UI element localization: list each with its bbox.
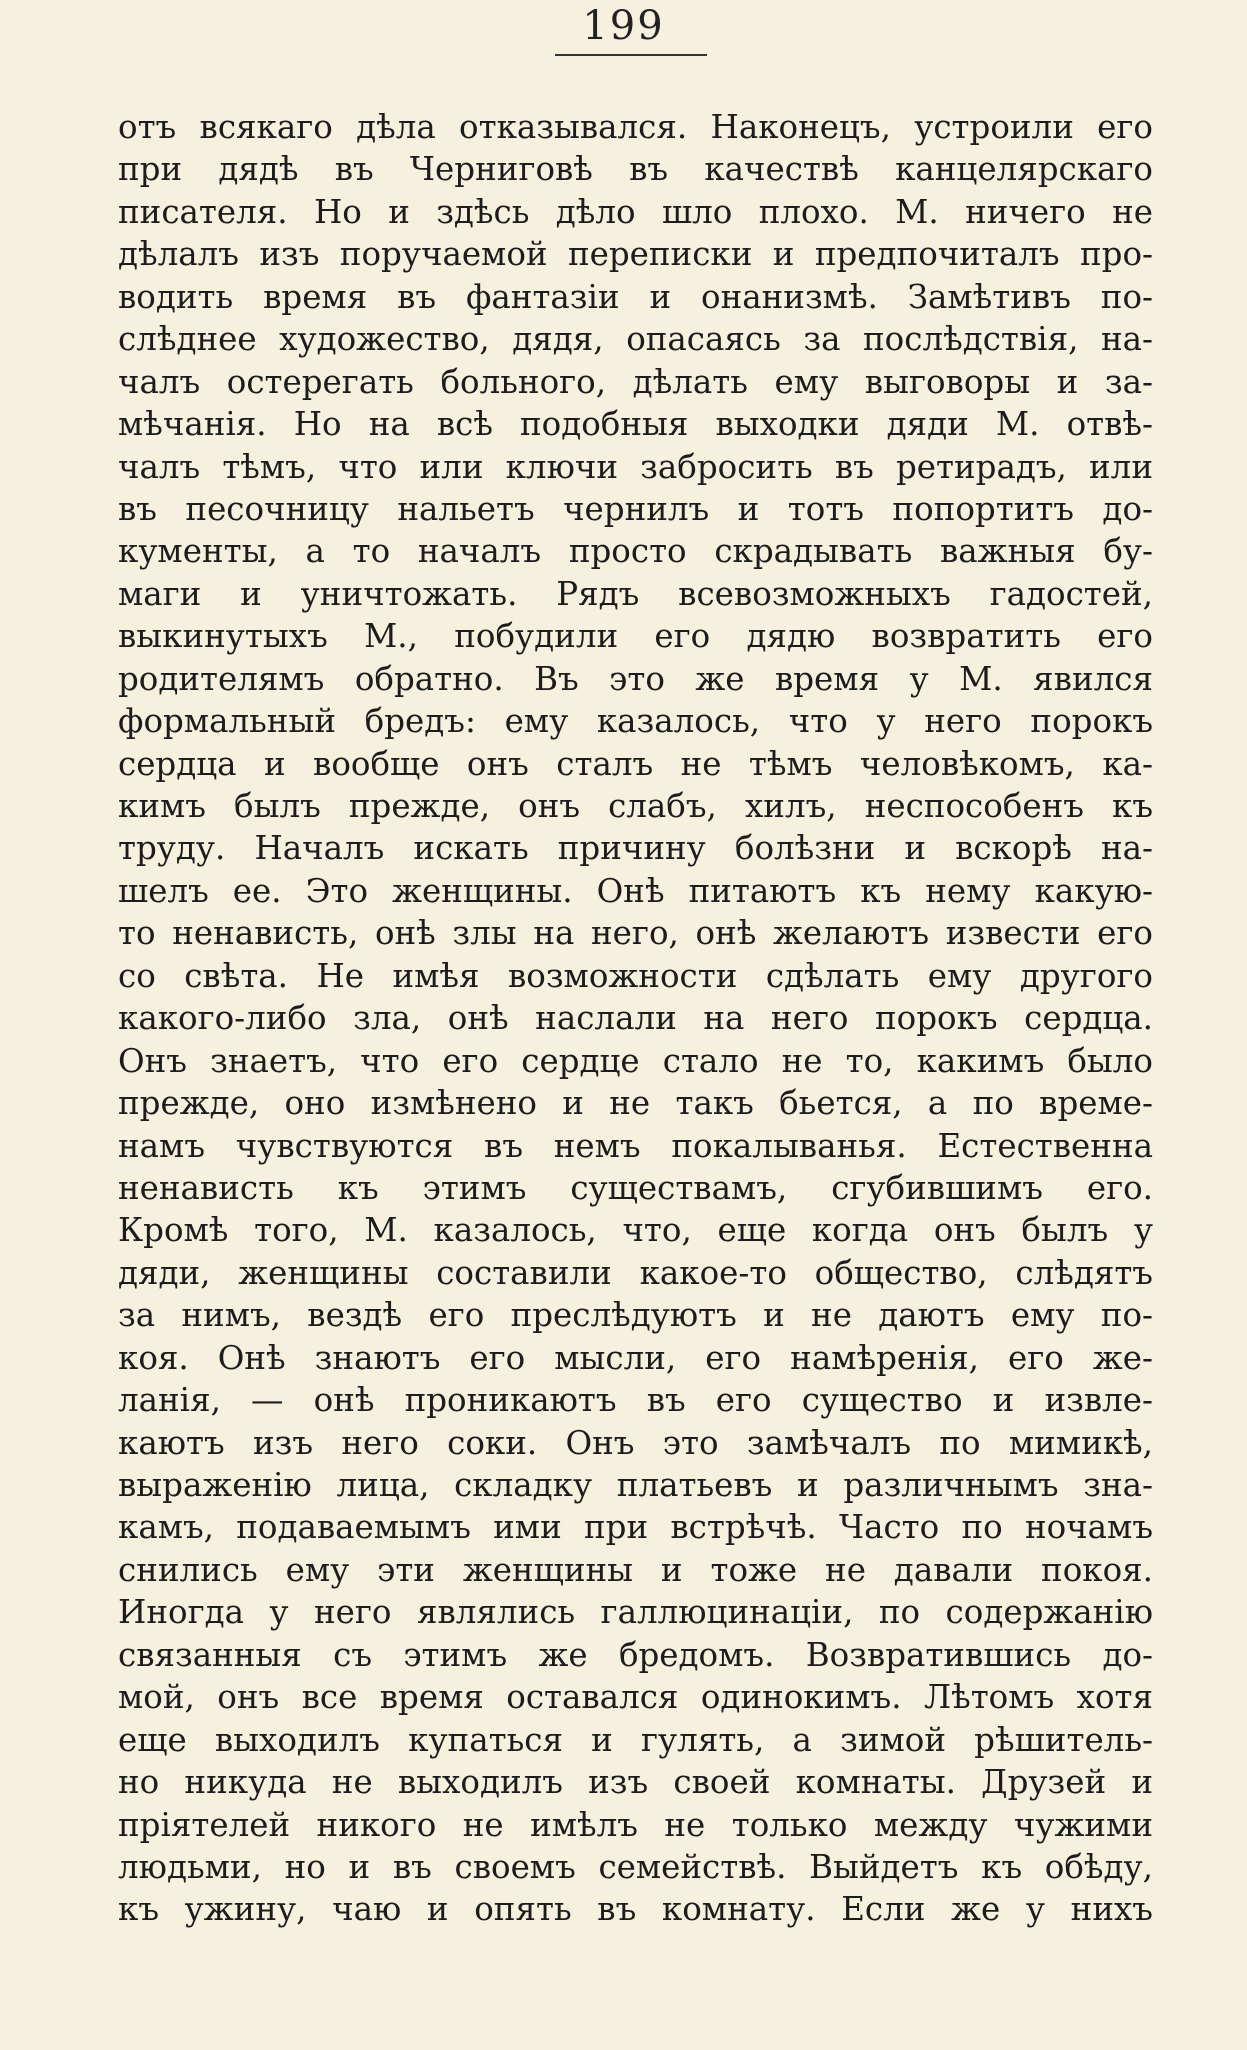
- text-line: но никуда не выходилъ изъ своей комнаты. Друзей и: [118, 1763, 1153, 1802]
- text-line: со свѣта. Не имѣя возможности сдѣлать ему другого: [118, 956, 1153, 995]
- text-line: слѣднее художество, дядя, опасаясь за послѣдствія, на-: [118, 320, 1153, 359]
- text-line: труду. Началъ искать причину болѣзни и вскорѣ на-: [118, 829, 1153, 868]
- text-line: коя. Онѣ знаютъ его мысли, его намѣренія, его же-: [118, 1338, 1153, 1377]
- text-line: ненависть къ этимъ существамъ, сгубившимъ его.: [118, 1168, 1153, 1207]
- text-line: мѣчанія. Но на всѣ подобныя выходки дяди М. отвѣ-: [118, 405, 1153, 444]
- text-line: Кромѣ того, М. казалось, что, еще когда онъ былъ у: [118, 1211, 1153, 1250]
- text-line: чалъ остерегать больного, дѣлать ему выговоры и за-: [118, 362, 1153, 401]
- text-line: писателя. Но и здѣсь дѣло шло плохо. М. ничего не: [118, 192, 1153, 231]
- text-line: отъ всякаго дѣла отказывался. Наконецъ, устроили его: [118, 108, 1153, 146]
- text-line: водить время въ фантазіи и онанизмѣ. Замѣтивъ по-: [118, 277, 1153, 316]
- text-line: маги и уничтожать. Рядъ всевозможныхъ гадостей,: [118, 574, 1153, 613]
- text-line: какого-либо зла, онѣ наслали на него порокъ сердца.: [118, 999, 1153, 1038]
- text-line: Иногда у него являлись галлюцинаціи, по содержанію: [118, 1593, 1153, 1632]
- text-line: людьми, но и въ своемъ семействѣ. Выйдетъ къ обѣду,: [118, 1847, 1153, 1886]
- text-line: снились ему эти женщины и тоже не давали покоя.: [118, 1550, 1153, 1589]
- text-line: Онъ знаетъ, что его сердце стало не то, какимъ было: [118, 1041, 1153, 1080]
- text-line: дѣлалъ изъ поручаемой переписки и предпочиталъ про-: [118, 235, 1153, 274]
- text-line: къ ужину, чаю и опять въ комнату. Если же у нихъ: [118, 1890, 1153, 1929]
- text-line: каютъ изъ него соки. Онъ это замѣчалъ по мимикѣ,: [118, 1423, 1153, 1462]
- body-text: [118, 106, 1153, 1931]
- text-line: кимъ былъ прежде, онъ слабъ, хилъ, неспособенъ къ: [118, 787, 1153, 825]
- page-number: 199: [582, 3, 665, 49]
- text-line: ланія, — онѣ проникаютъ въ его существо и извле-: [118, 1381, 1153, 1420]
- text-line: за нимъ, вездѣ его преслѣдуютъ и не даютъ ему по-: [118, 1296, 1153, 1335]
- text-line: намъ чувствуются въ немъ покалыванья. Естественна: [118, 1126, 1153, 1165]
- text-line: мой, онъ все время оставался одинокимъ. Лѣтомъ хотя: [118, 1678, 1153, 1717]
- text-line: кументы, а то началъ просто скрадывать важныя бу-: [118, 532, 1153, 571]
- text-line: шелъ ее. Это женщины. Онѣ питаютъ къ нему какую-: [118, 871, 1153, 910]
- text-line: сердца и вообще онъ сталъ не тѣмъ человѣкомъ, ка-: [118, 744, 1153, 783]
- text-line: выкинутыхъ М., побудили его дядю возвратить его: [118, 617, 1153, 656]
- text-line: чалъ тѣмъ, что или ключи забросить въ ретирадъ, или: [118, 447, 1153, 486]
- text-line: формальный бредъ: ему казалось, что у него порокъ: [118, 702, 1153, 741]
- text-line: прежде, оно измѣнено и не такъ бьется, а по време-: [118, 1084, 1153, 1123]
- text-line: въ песочницу нальетъ чернилъ и тотъ попортитъ до-: [118, 489, 1153, 528]
- text-line: пріятелей никого не имѣлъ не только между чужими: [118, 1805, 1153, 1844]
- text-line: то ненависть, онѣ злы на него, онѣ желаютъ извести его: [118, 914, 1153, 953]
- text-line: дяди, женщины составили какое-то общество, слѣдятъ: [118, 1253, 1153, 1292]
- text-line: еще выходилъ купаться и гулять, а зимой рѣшитель-: [118, 1720, 1153, 1759]
- text-line: при дядѣ въ Черниговѣ въ качествѣ канцелярскаго: [118, 150, 1153, 189]
- header-rule: [555, 54, 707, 56]
- text-line: выраженію лица, складку платьевъ и различнымъ зна-: [118, 1466, 1153, 1504]
- text-line: связанныя съ этимъ же бредомъ. Возвратившись до-: [118, 1635, 1153, 1674]
- text-line: камъ, подаваемымъ ими при встрѣчѣ. Часто по ночамъ: [118, 1508, 1153, 1547]
- text-line: родителямъ обратно. Въ это же время у М. явился: [118, 659, 1153, 698]
